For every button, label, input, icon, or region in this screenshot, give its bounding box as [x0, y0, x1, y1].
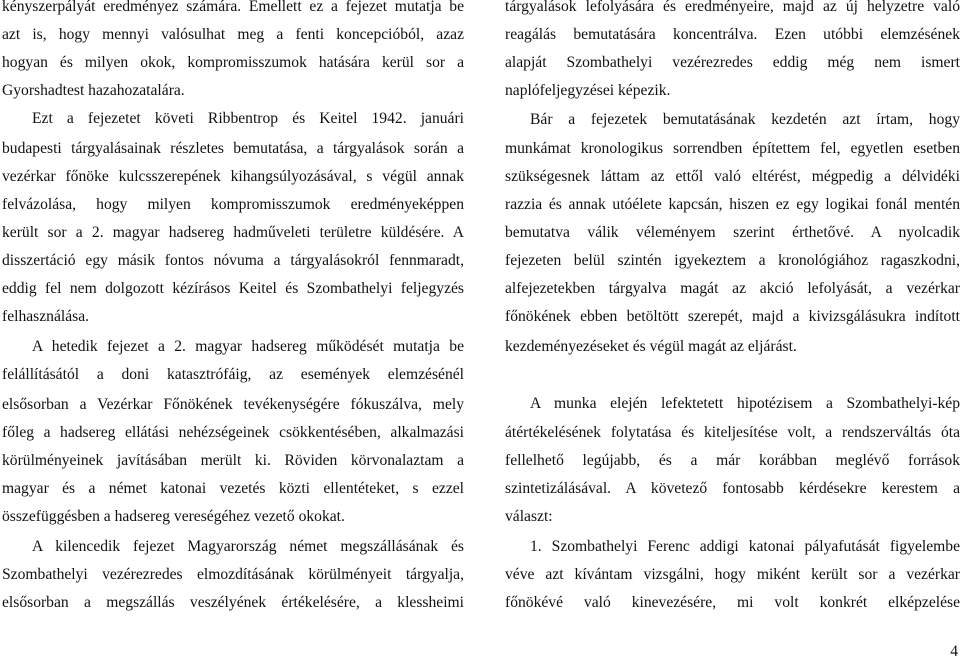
paragraph-first-line: A munka elején lefektetett hipotézisem a Szombathelyi-kép	[530, 395, 960, 412]
text-line: naplófeljegyzései képezik.	[505, 82, 671, 99]
text-line: főnökévé való kinevezésére, mi volt konkrét elképzelése	[505, 594, 960, 611]
paragraph-first-line: Ezt a fejezetet követi Ribbentrop és Keitel 1942. januári	[32, 110, 464, 127]
text-line: elsősorban a Vezérkar Főnökének tevékenységére fókuszálva, mely	[2, 396, 464, 413]
text-line: kényszerpályát eredményez számára. Emellett ez a fejezet mutatja be	[2, 0, 464, 15]
text-line: főleg a hadsereg ellátási nehézségeinek csökkentésében, alkalmazási	[2, 424, 464, 441]
text-line: szintetizálásával. A követező fontosabb kérdésekre kerestem a	[505, 480, 960, 497]
numbered-item-first-line: 1. Szombathelyi Ferenc addigi katonai pályafutását figyelembe	[530, 538, 960, 555]
text-line: fejezeten belül szintén igyekeztem a kronológiához ragaszkodni,	[505, 252, 960, 269]
text-line: eddig fel nem dolgozott kézírásos Keitel és Szombathelyi feljegyzés	[2, 280, 464, 297]
text-line: reagálás bemutatására koncentrálva. Ezen utóbbi elemzésének	[505, 26, 960, 43]
text-line: vezérkar főnöke kulcsszerepének kihangsúlyozásával, s végül annak	[2, 168, 464, 185]
text-line: Szombathelyi vezérezredes elmozdításának körülményeit tárgyalja,	[2, 566, 464, 583]
text-line: budapesti tárgyalásainak részletes bemutatása, a tárgyalások során a	[2, 140, 464, 157]
text-line: felállításától a doni katasztrófáig, az események elemzésénél	[2, 366, 464, 383]
page-number: 4	[950, 643, 958, 660]
text-line: hogyan és milyen okok, kompromisszumok hatására kerül sor a	[2, 54, 464, 71]
text-line: azt is, hogy mennyi valósulhat meg a fenti koncepcióból, azaz	[2, 26, 464, 43]
text-line: kezdeményezéseket és végül magát az eljárást.	[505, 338, 797, 355]
text-line: razzia és annak utóélete kapcsán, hiszen ez egy logikai fonál mentén	[505, 196, 960, 213]
text-line: főnökének ebben betöltött szerepét, majd a kivizsgálásukra indított	[505, 308, 960, 325]
text-line: körülményeinek javításában merült ki. Röviden körvonalaztam a	[2, 452, 464, 469]
text-line: került sor a 2. magyar hadsereg hadműveleti területre küldésére. A	[2, 224, 464, 241]
text-line: felvázolása, hogy milyen kompromisszumok eredményeképpen	[2, 196, 464, 213]
text-line: fellelhető legújabb, és a már korábban meglévő források	[505, 452, 960, 469]
paragraph-first-line: Bár a fejezetek bemutatásának kezdetén azt írtam, hogy	[530, 111, 960, 128]
text-line: Gyorshadtest hazahozatalára.	[2, 82, 185, 99]
text-line: magyar és a német katonai vezetés közti ellentéteket, s ezzel	[2, 480, 464, 497]
text-line: bemutatva válik véleményem szerint érthetővé. A nyolcadik	[505, 224, 960, 241]
text-line: disszertáció egy másik fontos nóvuma a tárgyalásokról fennmaradt,	[2, 252, 464, 269]
text-line: összefüggésben a hadsereg vereségéhez vezető okokat.	[2, 508, 345, 525]
text-line: alapját Szombathelyi vezérezredes eddig még nem ismert	[505, 54, 960, 71]
paragraph-first-line: A kilencedik fejezet Magyarország német megszállásának és	[32, 538, 464, 555]
paragraph-first-line: A hetedik fejezet a 2. magyar hadsereg működését mutatja be	[32, 338, 464, 355]
text-line: felhasználása.	[2, 308, 90, 325]
text-line: elsősorban a megszállás veszélyének értékelésére, a klessheimi	[2, 594, 464, 611]
text-line: átértékelésének folytatása és kiteljesítése volt, a rendszerváltás óta	[505, 424, 960, 441]
text-line: tárgyalások lefolyására és eredményeire, majd az új helyzetre való	[505, 0, 960, 15]
text-line: szükségesnek láttam az ettől való eltérést, mégpedig a délvidéki	[505, 168, 960, 185]
text-line: munkámat kronologikus sorrendben építettem fel, egyetlen esetben	[505, 140, 960, 157]
text-line: alfejezetekben tárgyalva magát az akció lefolyását, a vezérkar	[505, 280, 960, 297]
text-line: választ:	[505, 508, 553, 525]
text-line: véve azt kívántam vizsgálni, hogy miként került sor a vezérkar	[505, 566, 960, 583]
